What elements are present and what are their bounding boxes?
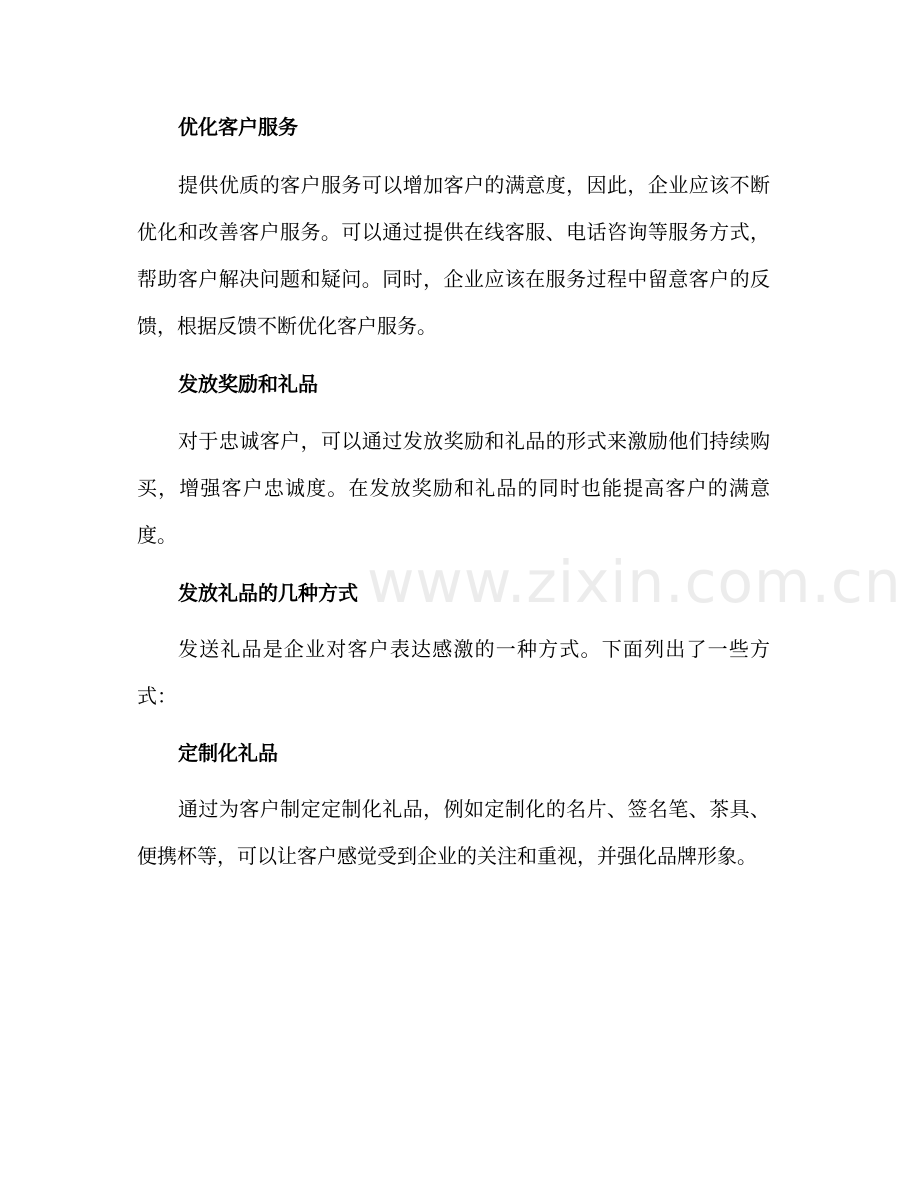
section-paragraph-rewards-gifts: 对于忠诚客户，可以通过发放奖励和礼品的形式来激励他们持续购买，增强客户忠诚度。在发放奖励和礼品的同时也能提高客户的满意度。: [137, 429, 770, 547]
document-body: [137, 104, 770, 880]
section-heading-gift-methods: 发放礼品的几种方式: [178, 581, 358, 605]
section-heading-customized-gifts: 定制化礼品: [178, 741, 278, 765]
section-paragraph-customized-gifts: 通过为客户制定定制化礼品，例如定制化的名片、签名笔、茶具、便携杯等，可以让客户感觉受到企业的关注和重视，并强化品牌形象。: [137, 797, 770, 868]
watermark: www.zixin.com.cn: [367, 548, 902, 616]
section-paragraph-gift-methods: 发送礼品是企业对客户表达感激的一种方式。下面列出了一些方式：: [137, 637, 770, 708]
section-heading-rewards-gifts: 发放奖励和礼品: [178, 372, 318, 396]
section-heading-optimize-service: 优化客户服务: [178, 115, 298, 139]
section-paragraph-optimize-service: 提供优质的客户服务可以增加客户的满意度，因此，企业应该不断优化和改善客户服务。可以通过提供在线客服、电话咨询等服务方式，帮助客户解决问题和疑问。同时，企业应该在服务过程中留意客户的反馈，根据反馈不断优化客户服务。: [137, 173, 770, 338]
